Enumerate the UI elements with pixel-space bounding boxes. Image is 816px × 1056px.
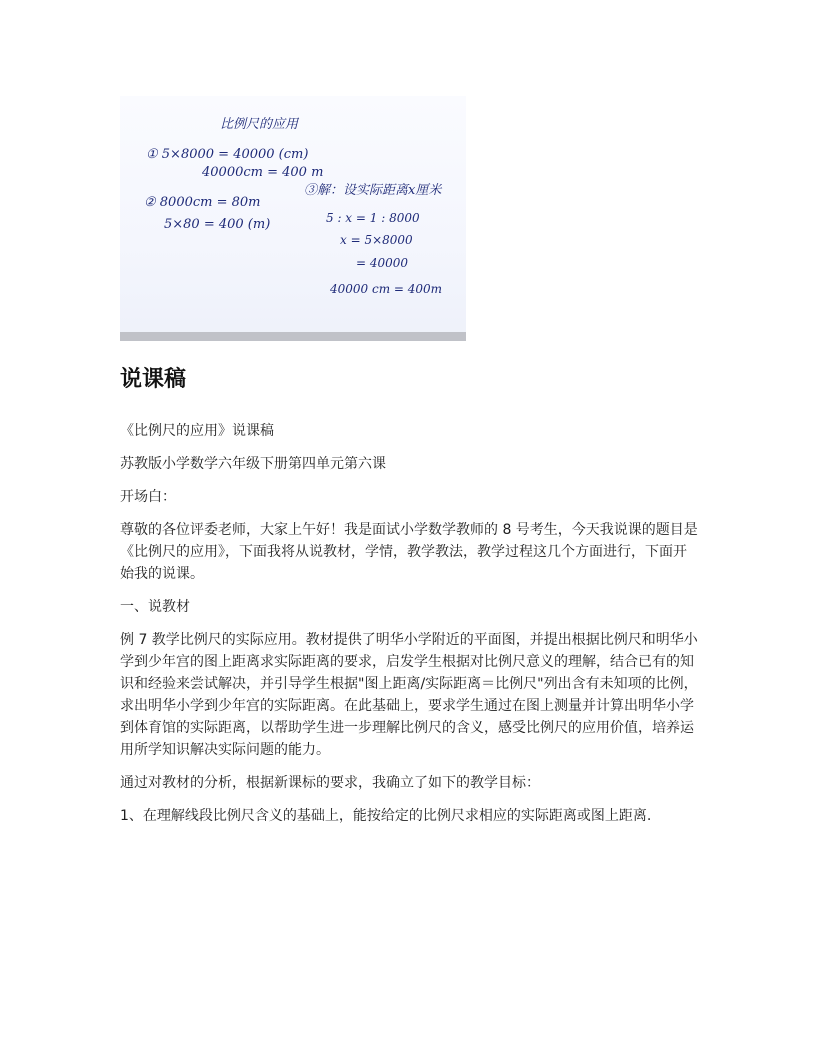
page-title: 说课稿 bbox=[120, 367, 187, 392]
note-line-3b: 5 : x = 1 : 8000 bbox=[326, 211, 420, 225]
document-body bbox=[120, 364, 700, 838]
section-heading-textbook: 一、说教材 bbox=[120, 599, 190, 615]
goals-intro: 通过对教材的分析，根据新课标的要求，我确立了如下的教学目标： bbox=[120, 775, 540, 791]
doc-subtitle: 《比例尺的应用》说课稿 bbox=[120, 423, 274, 439]
note-line-3a: ③解：设实际距离x厘米 bbox=[304, 183, 442, 198]
opening-label: 开场白： bbox=[120, 489, 176, 505]
note-line-3c: x = 5×8000 bbox=[340, 233, 413, 247]
note-line-3d: = 40000 bbox=[356, 256, 409, 270]
note-line-1a: ① 5×8000 = 40000 (cm) bbox=[146, 147, 309, 162]
doc-source: 苏教版小学数学六年级下册第四单元第六课 bbox=[120, 456, 386, 472]
photo-bottom-edge bbox=[120, 332, 466, 341]
note-line-3e: 40000 cm = 400m bbox=[330, 282, 443, 296]
note-line-2b: 5×80 = 400 (m) bbox=[164, 217, 271, 232]
note-line-2a: ② 8000cm = 80m bbox=[144, 195, 261, 210]
opening-paragraph: 尊敬的各位评委老师，大家上午好！我是面试小学数学教师的 8 号考生，今天我说课的题目是《比例尺的应用》，下面我将从说教材，学情，教学教法，教学过程这几个方面进行，下面开始我的说课。 bbox=[120, 522, 698, 582]
handwritten-notes bbox=[120, 96, 466, 341]
textbook-paragraph: 例 7 教学比例尺的实际应用。教材提供了明华小学附近的平面图，并提出根据比例尺和明华小学到少年宫的图上距离求实际距离的要求，启发学生根据对比例尺意义的理解，结合已有的知识和经验来尝试解决，并引导学生根据"图上距离/实际距离＝比例尺"列出含有未知项的比例，求出明华小学到少年宫的实际距离。在此基础上，要求学生通过在图上测量并计算出明华小学到体育馆的实际距离，以帮助学生进一步理解比例尺的含义，感受比例尺的应用价值，培养运用所学知识解决实际问题的能力。 bbox=[120, 632, 698, 758]
note-line-title: 比例尺的应用 bbox=[220, 117, 299, 132]
handwritten-notes-photo bbox=[120, 96, 466, 341]
note-line-1b: 40000cm = 400 m bbox=[202, 165, 324, 180]
goal-item-1: 1、在理解线段比例尺含义的基础上，能按给定的比例尺求相应的实际距离或图上距离. bbox=[120, 808, 652, 824]
